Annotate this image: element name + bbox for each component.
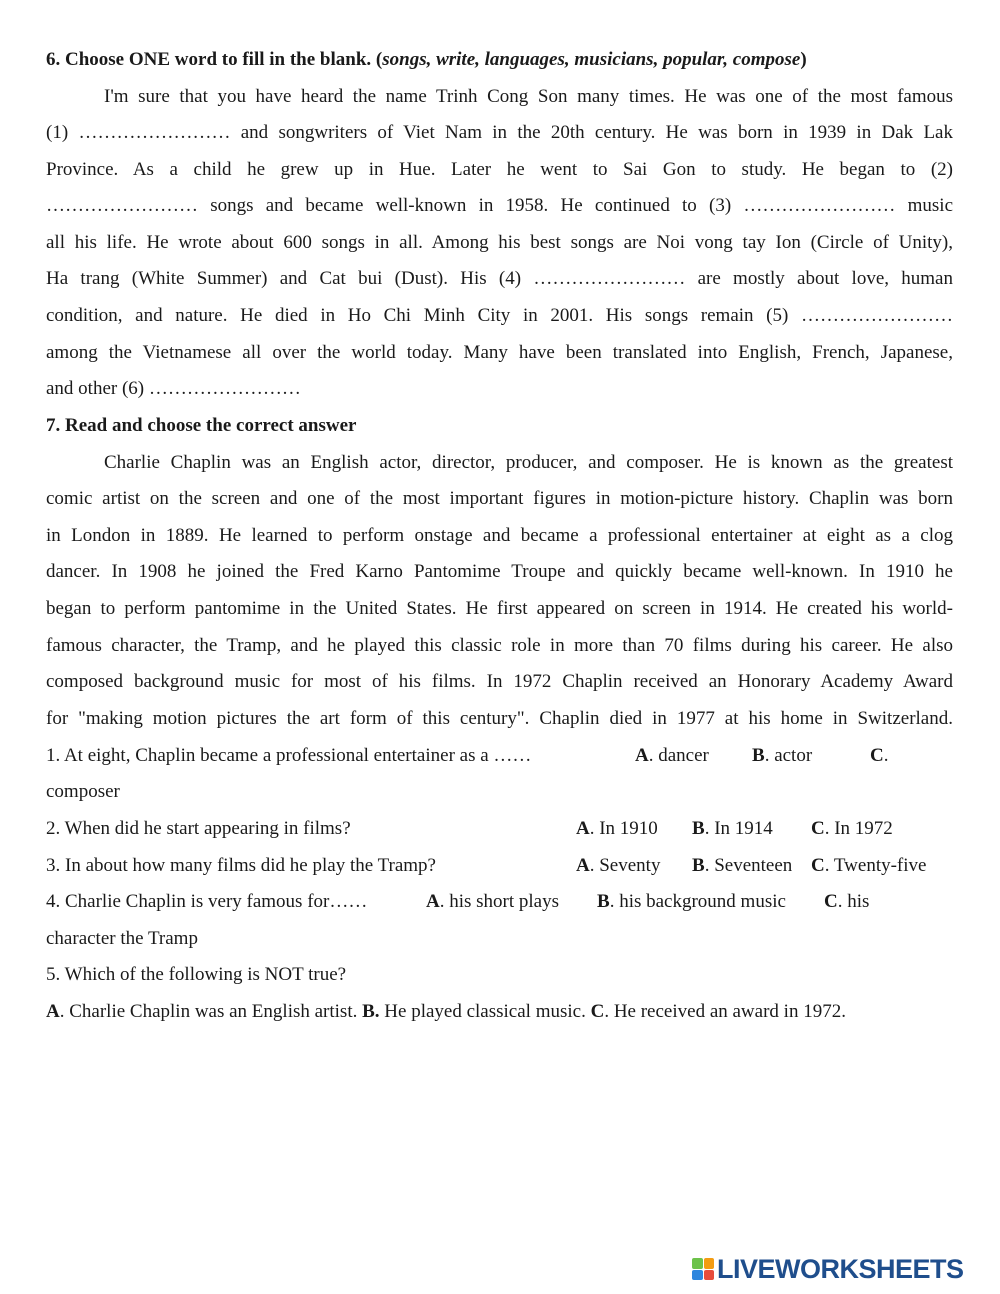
option-text: . dancer <box>648 745 709 766</box>
option-letter: B <box>752 745 765 766</box>
passage-2-line: for "making motion pictures the art form of this century". Chaplin died in 1977 at his home in Switzerland. <box>46 708 953 729</box>
passage-1-line: (1) …………………… and songwriters of Viet Nam in the 20th century. He was born in 1939 in Dak Lak <box>46 122 953 143</box>
section-7-heading-label: 7. Read and choose the correct answer <box>46 415 357 436</box>
section-6-word-bank: songs, write, languages, musicians, popular, compose <box>382 49 801 70</box>
option-letter: C <box>870 745 884 766</box>
question-1 <box>46 741 953 771</box>
question-4-text: 4. Charlie Chaplin is very famous for…… <box>46 891 368 912</box>
passage-2-line: dancer. In 1908 he joined the Fred Karno Pantomime Troupe and quickly became well-known. In 1910 he <box>46 561 953 582</box>
option-text: . his short plays <box>439 891 560 912</box>
question-4-option-b[interactable] <box>597 887 786 917</box>
question-5-option-c[interactable] <box>591 1001 846 1022</box>
passage-1-line: condition, and nature. He died in Ho Chi Minh City in 2001. His songs remain (5) …………………… <box>46 305 953 326</box>
passage-1-line: Ha trang (White Summer) and Cat bui (Dust). His (4) …………………… are mostly about love, human <box>46 268 953 289</box>
question-4-option-c[interactable] <box>824 887 869 917</box>
question-2-option-b[interactable] <box>692 814 773 844</box>
question-4-option-c-continued[interactable]: character the Tramp <box>46 928 198 949</box>
option-letter: B. <box>362 1001 380 1022</box>
passage-2-line: comic artist on the screen and one of the most important figures in motion-picture history. Chaplin was born <box>46 488 953 509</box>
question-1-option-a[interactable] <box>635 741 709 771</box>
option-text: . Charlie Chaplin was an English artist. <box>59 1001 358 1022</box>
question-5-text: 5. Which of the following is NOT true? <box>46 964 347 985</box>
liveworksheets-logo-text: LIVEWORKSHEETS <box>717 1253 964 1284</box>
option-text: . his background music <box>609 891 786 912</box>
section-6-heading <box>46 45 953 75</box>
passage-2-line: famous character, the Tramp, and he played this classic role in more than 70 films during his career. He also <box>46 635 953 656</box>
question-1-option-c[interactable] <box>870 741 888 771</box>
option-letter: C <box>590 1001 605 1022</box>
option-text: . He received an award in 1972. <box>604 1001 846 1022</box>
question-5-option-b[interactable] <box>362 1001 586 1022</box>
question-1-text: 1. At eight, Chaplin became a professional entertainer as a …… <box>46 745 532 766</box>
option-letter: A <box>46 1001 60 1022</box>
passage-2-line: Charlie Chaplin was an English actor, director, producer, and composer. He is known as the greatest <box>104 452 953 473</box>
option-text: . <box>883 745 889 766</box>
option-letter: C <box>824 891 838 912</box>
option-letter: C <box>811 855 825 876</box>
option-letter: C <box>811 818 825 839</box>
section-6-heading-close: ) <box>800 49 807 70</box>
passage-1-line: Province. As a child he grew up in Hue. Later he went to Sai Gon to study. He began to (2) <box>46 159 953 180</box>
logo-square-blue <box>692 1270 703 1281</box>
question-2 <box>46 814 953 844</box>
question-5-options <box>46 997 953 1027</box>
question-4-option-a[interactable] <box>426 887 559 917</box>
option-text: . In 1972 <box>824 818 893 839</box>
option-text: . his <box>837 891 870 912</box>
option-text: . Seventy <box>589 855 661 876</box>
option-text: . In 1914 <box>704 818 773 839</box>
passage-1-line: and other (6) …………………… <box>46 378 301 399</box>
logo-square-orange <box>704 1258 715 1269</box>
passage-1-line: I'm sure that you have heard the name Trinh Cong Son many times. He was one of the most famous <box>104 86 953 107</box>
option-letter: A <box>635 745 649 766</box>
question-2-option-a[interactable] <box>576 814 658 844</box>
option-text: He played classical music. <box>379 1001 586 1022</box>
passage-1-line: …………………… songs and became well-known in 1958. He continued to (3) …………………… music <box>46 195 953 216</box>
question-3-option-c[interactable] <box>811 851 926 881</box>
option-letter: A <box>576 855 590 876</box>
logo-square-green <box>692 1258 703 1269</box>
option-letter: B <box>597 891 610 912</box>
logo-square-red <box>704 1270 715 1281</box>
option-letter: A <box>576 818 590 839</box>
option-text: . Seventeen <box>704 855 793 876</box>
question-1-option-c-continued[interactable]: composer <box>46 781 120 802</box>
question-5-option-a[interactable] <box>46 1001 357 1022</box>
liveworksheets-logo <box>692 1254 964 1284</box>
option-letter: B <box>692 855 705 876</box>
option-text: . Twenty-five <box>824 855 927 876</box>
question-3-option-b[interactable] <box>692 851 792 881</box>
liveworksheets-logo-icon <box>692 1258 714 1280</box>
question-4 <box>46 887 953 917</box>
section-6-heading-label: 6. Choose ONE word to fill in the blank. ( <box>46 49 383 70</box>
question-3-text: 3. In about how many films did he play the Tramp? <box>46 855 436 876</box>
section-7-heading <box>46 411 953 441</box>
passage-2-line: composed background music for most of his films. In 1972 Chaplin received an Honorary Academy Award <box>46 671 953 692</box>
question-3 <box>46 851 953 881</box>
question-2-option-c[interactable] <box>811 814 893 844</box>
question-1-option-b[interactable] <box>752 741 812 771</box>
option-text: . actor <box>764 745 813 766</box>
passage-1-line: all his life. He wrote about 600 songs in all. Among his best songs are Noi vong tay Ion (Circle of Unity), <box>46 232 953 253</box>
question-3-option-a[interactable] <box>576 851 660 881</box>
passage-2-line: in London in 1889. He learned to perform onstage and became a professional entertainer at eight as a clog <box>46 525 953 546</box>
passage-2-line: began to perform pantomime in the United States. He first appeared on screen in 1914. He created his world- <box>46 598 953 619</box>
question-2-text: 2. When did he start appearing in films? <box>46 818 351 839</box>
option-text: . In 1910 <box>589 818 658 839</box>
passage-1-line: among the Vietnamese all over the world today. Many have been translated into English, French, Japanese, <box>46 342 953 363</box>
option-letter: B <box>692 818 705 839</box>
option-letter: A <box>426 891 440 912</box>
